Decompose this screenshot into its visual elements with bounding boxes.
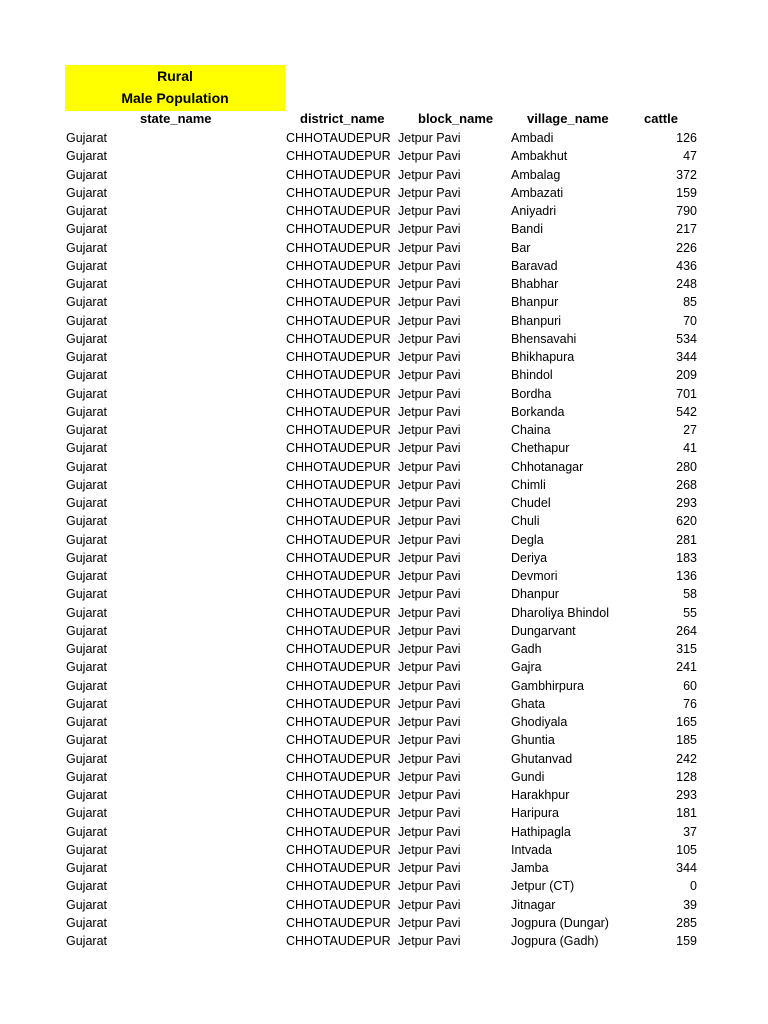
village-name-cell: Degla: [511, 532, 544, 547]
cattle-cell: 128: [676, 769, 697, 784]
block-name-cell: Jetpur Pavi: [398, 222, 461, 237]
block-name-cell: Jetpur Pavi: [398, 623, 461, 638]
district-name-cell: CHHOTAUDEPUR: [286, 915, 391, 930]
table-row: [0, 695, 768, 713]
table-row: [0, 585, 768, 603]
block-name-cell: Jetpur Pavi: [398, 477, 461, 492]
state-name-cell: Gujarat: [66, 769, 107, 784]
state-name-cell: Gujarat: [66, 204, 107, 218]
cattle-cell: 159: [676, 934, 697, 948]
block-name-cell: Jetpur Pavi: [398, 204, 461, 218]
village-name-cell: Gajra: [511, 660, 542, 675]
state-name-cell: Gujarat: [66, 806, 107, 821]
block-name-cell: Jetpur Pavi: [398, 897, 461, 912]
state-name-cell: Gujarat: [66, 696, 107, 711]
village-name-cell: Intvada: [511, 842, 553, 857]
cattle-cell: 242: [676, 751, 697, 766]
header-cattle: cattle: [644, 111, 678, 126]
table-row: [0, 549, 768, 567]
district-name-cell: CHHOTAUDEPUR: [286, 879, 391, 894]
table-row: [0, 877, 768, 895]
cattle-cell: 280: [676, 459, 697, 474]
state-name-cell: Gujarat: [66, 258, 107, 273]
block-name-cell: Jetpur Pavi: [398, 532, 461, 547]
district-name-cell: CHHOTAUDEPUR: [286, 861, 391, 875]
block-name-cell: Jetpur Pavi: [398, 751, 461, 766]
table-row: [0, 184, 768, 202]
table-row: [0, 202, 768, 220]
village-name-cell: Jetpur (CT): [511, 879, 575, 894]
block-name-cell: Jetpur Pavi: [398, 386, 461, 401]
table-row: [0, 823, 768, 841]
block-name-cell: Jetpur Pavi: [398, 879, 461, 894]
district-name-cell: CHHOTAUDEPUR: [286, 441, 391, 456]
block-name-cell: Jetpur Pavi: [398, 660, 461, 675]
state-name-cell: Gujarat: [66, 751, 107, 766]
village-name-cell: Borkanda: [511, 404, 565, 419]
block-name-cell: Jetpur Pavi: [398, 806, 461, 821]
title-rural: Rural: [157, 68, 193, 84]
state-name-cell: Gujarat: [66, 934, 107, 948]
block-name-cell: Jetpur Pavi: [398, 550, 461, 565]
state-name-cell: Gujarat: [66, 550, 107, 565]
table-row: [0, 403, 768, 421]
state-name-cell: Gujarat: [66, 477, 107, 492]
cattle-cell: 241: [676, 660, 697, 675]
village-name-cell: Chaina: [511, 423, 551, 437]
block-name-cell: Jetpur Pavi: [398, 642, 461, 656]
state-name-cell: Gujarat: [66, 660, 107, 675]
table-row: [0, 275, 768, 293]
table-row: [0, 750, 768, 768]
block-name-cell: Jetpur Pavi: [398, 915, 461, 930]
cattle-cell: 344: [676, 861, 697, 875]
block-name-cell: Jetpur Pavi: [398, 678, 461, 693]
cattle-cell: 436: [676, 258, 697, 273]
district-name-cell: CHHOTAUDEPUR: [286, 550, 391, 565]
village-name-cell: Jogpura (Gadh): [511, 934, 599, 948]
table-row: [0, 768, 768, 786]
block-name-cell: Jetpur Pavi: [398, 569, 461, 583]
state-name-cell: Gujarat: [66, 569, 107, 583]
village-name-cell: Dharoliya Bhindol: [511, 605, 609, 620]
table-row: [0, 439, 768, 457]
village-name-cell: Ambalag: [511, 167, 561, 182]
block-name-cell: Jetpur Pavi: [398, 934, 461, 948]
cattle-cell: 315: [676, 642, 697, 656]
cattle-cell: 76: [683, 696, 697, 711]
village-name-cell: Jamba: [511, 861, 549, 875]
state-name-cell: Gujarat: [66, 733, 107, 748]
cattle-cell: 55: [683, 605, 697, 620]
district-name-cell: CHHOTAUDEPUR: [286, 295, 391, 310]
village-name-cell: Bhikhapura: [511, 350, 575, 364]
district-name-cell: CHHOTAUDEPUR: [286, 623, 391, 638]
district-name-cell: CHHOTAUDEPUR: [286, 222, 391, 237]
state-name-cell: Gujarat: [66, 131, 107, 145]
village-name-cell: Jitnagar: [511, 897, 556, 912]
state-name-cell: Gujarat: [66, 350, 107, 364]
village-name-cell: Haripura: [511, 806, 559, 821]
cattle-cell: 185: [676, 733, 697, 748]
state-name-cell: Gujarat: [66, 623, 107, 638]
cattle-cell: 217: [676, 222, 697, 237]
cattle-cell: 293: [676, 496, 697, 510]
district-name-cell: CHHOTAUDEPUR: [286, 185, 391, 200]
block-name-cell: Jetpur Pavi: [398, 696, 461, 711]
state-name-cell: Gujarat: [66, 240, 107, 255]
village-name-cell: Devmori: [511, 569, 558, 583]
block-name-cell: Jetpur Pavi: [398, 824, 461, 839]
cattle-cell: 181: [676, 806, 697, 821]
village-name-cell: Chimli: [511, 477, 546, 492]
table-row: [0, 604, 768, 622]
block-name-cell: Jetpur Pavi: [398, 350, 461, 364]
state-name-cell: Gujarat: [66, 587, 107, 602]
state-name-cell: Gujarat: [66, 331, 107, 346]
block-name-cell: Jetpur Pavi: [398, 295, 461, 310]
block-name-cell: Jetpur Pavi: [398, 258, 461, 273]
state-name-cell: Gujarat: [66, 824, 107, 839]
cattle-cell: 542: [676, 404, 697, 419]
state-name-cell: Gujarat: [66, 879, 107, 894]
table-row: [0, 658, 768, 676]
district-name-cell: CHHOTAUDEPUR: [286, 660, 391, 675]
state-name-cell: Gujarat: [66, 642, 107, 656]
block-name-cell: Jetpur Pavi: [398, 715, 461, 729]
cattle-cell: 209: [676, 368, 697, 383]
state-name-cell: Gujarat: [66, 842, 107, 857]
table-row: [0, 932, 768, 950]
state-name-cell: Gujarat: [66, 404, 107, 419]
district-name-cell: CHHOTAUDEPUR: [286, 386, 391, 401]
table-row: [0, 147, 768, 165]
table-row: [0, 731, 768, 749]
header-state-name: state_name: [140, 111, 212, 126]
state-name-cell: Gujarat: [66, 222, 107, 237]
state-name-cell: Gujarat: [66, 897, 107, 912]
district-name-cell: CHHOTAUDEPUR: [286, 751, 391, 766]
block-name-cell: Jetpur Pavi: [398, 313, 461, 328]
village-name-cell: Jogpura (Dungar): [511, 915, 609, 930]
district-name-cell: CHHOTAUDEPUR: [286, 569, 391, 583]
village-name-cell: Chethapur: [511, 441, 570, 456]
block-name-cell: Jetpur Pavi: [398, 368, 461, 383]
table-row: [0, 220, 768, 238]
block-name-cell: Jetpur Pavi: [398, 587, 461, 602]
district-name-cell: CHHOTAUDEPUR: [286, 788, 391, 802]
village-name-cell: Gadh: [511, 642, 542, 656]
district-name-cell: CHHOTAUDEPUR: [286, 477, 391, 492]
cattle-cell: 285: [676, 915, 697, 930]
state-name-cell: Gujarat: [66, 496, 107, 510]
district-name-cell: CHHOTAUDEPUR: [286, 368, 391, 383]
district-name-cell: CHHOTAUDEPUR: [286, 496, 391, 510]
village-name-cell: Bar: [511, 240, 531, 255]
cattle-cell: 37: [683, 824, 697, 839]
table-row: [0, 312, 768, 330]
block-name-cell: Jetpur Pavi: [398, 861, 461, 875]
block-name-cell: Jetpur Pavi: [398, 441, 461, 456]
block-name-cell: Jetpur Pavi: [398, 733, 461, 748]
table-row: [0, 239, 768, 257]
village-name-cell: Hathipagla: [511, 824, 571, 839]
cattle-cell: 41: [683, 441, 697, 456]
district-name-cell: CHHOTAUDEPUR: [286, 806, 391, 821]
district-name-cell: CHHOTAUDEPUR: [286, 313, 391, 328]
table-row: [0, 567, 768, 585]
village-name-cell: Chhotanagar: [511, 459, 584, 474]
table-row: [0, 458, 768, 476]
village-name-cell: Ambadi: [511, 131, 554, 145]
village-name-cell: Ghuntia: [511, 733, 555, 748]
block-name-cell: Jetpur Pavi: [398, 496, 461, 510]
table-row: [0, 677, 768, 695]
state-name-cell: Gujarat: [66, 678, 107, 693]
cattle-cell: 85: [683, 295, 697, 310]
village-name-cell: Ghata: [511, 696, 546, 711]
header-village-name: village_name: [527, 111, 609, 126]
district-name-cell: CHHOTAUDEPUR: [286, 769, 391, 784]
village-name-cell: Gambhirpura: [511, 678, 584, 693]
block-name-cell: Jetpur Pavi: [398, 423, 461, 437]
cattle-cell: 790: [676, 204, 697, 218]
table-row: [0, 421, 768, 439]
district-name-cell: CHHOTAUDEPUR: [286, 277, 391, 291]
block-name-cell: Jetpur Pavi: [398, 514, 461, 529]
cattle-cell: 70: [683, 313, 697, 328]
village-name-cell: Harakhpur: [511, 788, 570, 802]
state-name-cell: Gujarat: [66, 386, 107, 401]
district-name-cell: CHHOTAUDEPUR: [286, 587, 391, 602]
district-name-cell: CHHOTAUDEPUR: [286, 934, 391, 948]
cattle-cell: 0: [690, 879, 697, 894]
village-name-cell: Ambakhut: [511, 149, 568, 164]
cattle-cell: 620: [676, 514, 697, 529]
district-name-cell: CHHOTAUDEPUR: [286, 204, 391, 218]
district-name-cell: CHHOTAUDEPUR: [286, 131, 391, 145]
district-name-cell: CHHOTAUDEPUR: [286, 532, 391, 547]
cattle-cell: 39: [683, 897, 697, 912]
cattle-cell: 268: [676, 477, 697, 492]
state-name-cell: Gujarat: [66, 313, 107, 328]
village-name-cell: Aniyadri: [511, 204, 557, 218]
table-row: [0, 713, 768, 731]
block-name-cell: Jetpur Pavi: [398, 404, 461, 419]
village-name-cell: Ghodiyala: [511, 715, 568, 729]
table-row: [0, 293, 768, 311]
state-name-cell: Gujarat: [66, 915, 107, 930]
village-name-cell: Chuli: [511, 514, 540, 529]
village-name-cell: Bhindol: [511, 368, 553, 383]
village-name-cell: Deriya: [511, 550, 548, 565]
district-name-cell: CHHOTAUDEPUR: [286, 167, 391, 182]
village-name-cell: Ghutanvad: [511, 751, 573, 766]
block-name-cell: Jetpur Pavi: [398, 331, 461, 346]
table-row: [0, 859, 768, 877]
table-row: [0, 622, 768, 640]
block-name-cell: Jetpur Pavi: [398, 459, 461, 474]
cattle-cell: 126: [676, 131, 697, 145]
table-row: [0, 786, 768, 804]
block-name-cell: Jetpur Pavi: [398, 167, 461, 182]
village-name-cell: Bhanpuri: [511, 313, 562, 328]
district-name-cell: CHHOTAUDEPUR: [286, 605, 391, 620]
village-name-cell: Dhanpur: [511, 587, 559, 602]
village-name-cell: Gundi: [511, 769, 545, 784]
table-row: [0, 385, 768, 403]
district-name-cell: CHHOTAUDEPUR: [286, 423, 391, 437]
cattle-cell: 165: [676, 715, 697, 729]
block-name-cell: Jetpur Pavi: [398, 788, 461, 802]
state-name-cell: Gujarat: [66, 861, 107, 875]
table-row: [0, 366, 768, 384]
block-name-cell: Jetpur Pavi: [398, 277, 461, 291]
district-name-cell: CHHOTAUDEPUR: [286, 258, 391, 273]
state-name-cell: Gujarat: [66, 423, 107, 437]
table-row: [0, 257, 768, 275]
state-name-cell: Gujarat: [66, 532, 107, 547]
state-name-cell: Gujarat: [66, 368, 107, 383]
table-row: [0, 640, 768, 658]
cattle-cell: 183: [676, 550, 697, 565]
village-name-cell: Bandi: [511, 222, 543, 237]
table-row: [0, 348, 768, 366]
block-name-cell: Jetpur Pavi: [398, 842, 461, 857]
village-name-cell: Bhabhar: [511, 277, 559, 291]
village-name-cell: Bhanpur: [511, 295, 559, 310]
cattle-cell: 264: [676, 623, 697, 638]
header-block-name: block_name: [418, 111, 494, 126]
district-name-cell: CHHOTAUDEPUR: [286, 842, 391, 857]
cattle-cell: 105: [676, 842, 697, 857]
village-name-cell: Bhensavahi: [511, 331, 577, 346]
district-name-cell: CHHOTAUDEPUR: [286, 240, 391, 255]
district-name-cell: CHHOTAUDEPUR: [286, 331, 391, 346]
block-name-cell: Jetpur Pavi: [398, 769, 461, 784]
village-name-cell: Baravad: [511, 258, 558, 273]
cattle-cell: 248: [676, 277, 697, 291]
cattle-cell: 159: [676, 185, 697, 200]
village-name-cell: Chudel: [511, 496, 551, 510]
state-name-cell: Gujarat: [66, 185, 107, 200]
cattle-cell: 344: [676, 350, 697, 364]
district-name-cell: CHHOTAUDEPUR: [286, 733, 391, 748]
state-name-cell: Gujarat: [66, 715, 107, 729]
district-name-cell: CHHOTAUDEPUR: [286, 824, 391, 839]
cattle-cell: 226: [676, 240, 697, 255]
state-name-cell: Gujarat: [66, 441, 107, 456]
district-name-cell: CHHOTAUDEPUR: [286, 678, 391, 693]
village-name-cell: Dungarvant: [511, 623, 576, 638]
table-row: [0, 166, 768, 184]
cattle-cell: 534: [676, 331, 697, 346]
district-name-cell: CHHOTAUDEPUR: [286, 897, 391, 912]
cattle-cell: 281: [676, 532, 697, 547]
district-name-cell: CHHOTAUDEPUR: [286, 642, 391, 656]
district-name-cell: CHHOTAUDEPUR: [286, 350, 391, 364]
block-name-cell: Jetpur Pavi: [398, 131, 461, 145]
table-row: [0, 129, 768, 147]
cattle-cell: 701: [676, 386, 697, 401]
district-name-cell: CHHOTAUDEPUR: [286, 715, 391, 729]
table-row: [0, 330, 768, 348]
state-name-cell: Gujarat: [66, 149, 107, 164]
table-row: [0, 804, 768, 822]
block-name-cell: Jetpur Pavi: [398, 605, 461, 620]
state-name-cell: Gujarat: [66, 167, 107, 182]
cattle-cell: 293: [676, 788, 697, 802]
block-name-cell: Jetpur Pavi: [398, 185, 461, 200]
table-row: [0, 841, 768, 859]
district-name-cell: CHHOTAUDEPUR: [286, 149, 391, 164]
state-name-cell: Gujarat: [66, 514, 107, 529]
cattle-cell: 136: [676, 569, 697, 583]
village-name-cell: Bordha: [511, 386, 552, 401]
cattle-cell: 372: [676, 167, 697, 182]
header-district-name: district_name: [300, 111, 385, 126]
cattle-cell: 58: [683, 587, 697, 602]
district-name-cell: CHHOTAUDEPUR: [286, 696, 391, 711]
village-name-cell: Ambazati: [511, 185, 564, 200]
state-name-cell: Gujarat: [66, 295, 107, 310]
table-row: [0, 494, 768, 512]
state-name-cell: Gujarat: [66, 277, 107, 291]
table-row: [0, 914, 768, 932]
cattle-cell: 60: [683, 678, 697, 693]
table-row: [0, 512, 768, 530]
district-name-cell: CHHOTAUDEPUR: [286, 404, 391, 419]
state-name-cell: Gujarat: [66, 459, 107, 474]
table-row: [0, 476, 768, 494]
block-name-cell: Jetpur Pavi: [398, 240, 461, 255]
title-male-population: Male Population: [121, 90, 229, 106]
table-row: [0, 896, 768, 914]
cattle-cell: 47: [683, 149, 697, 164]
table-row: [0, 531, 768, 549]
block-name-cell: Jetpur Pavi: [398, 149, 461, 164]
cattle-cell: 27: [683, 423, 697, 437]
district-name-cell: CHHOTAUDEPUR: [286, 514, 391, 529]
district-name-cell: CHHOTAUDEPUR: [286, 459, 391, 474]
state-name-cell: Gujarat: [66, 788, 107, 802]
state-name-cell: Gujarat: [66, 605, 107, 620]
